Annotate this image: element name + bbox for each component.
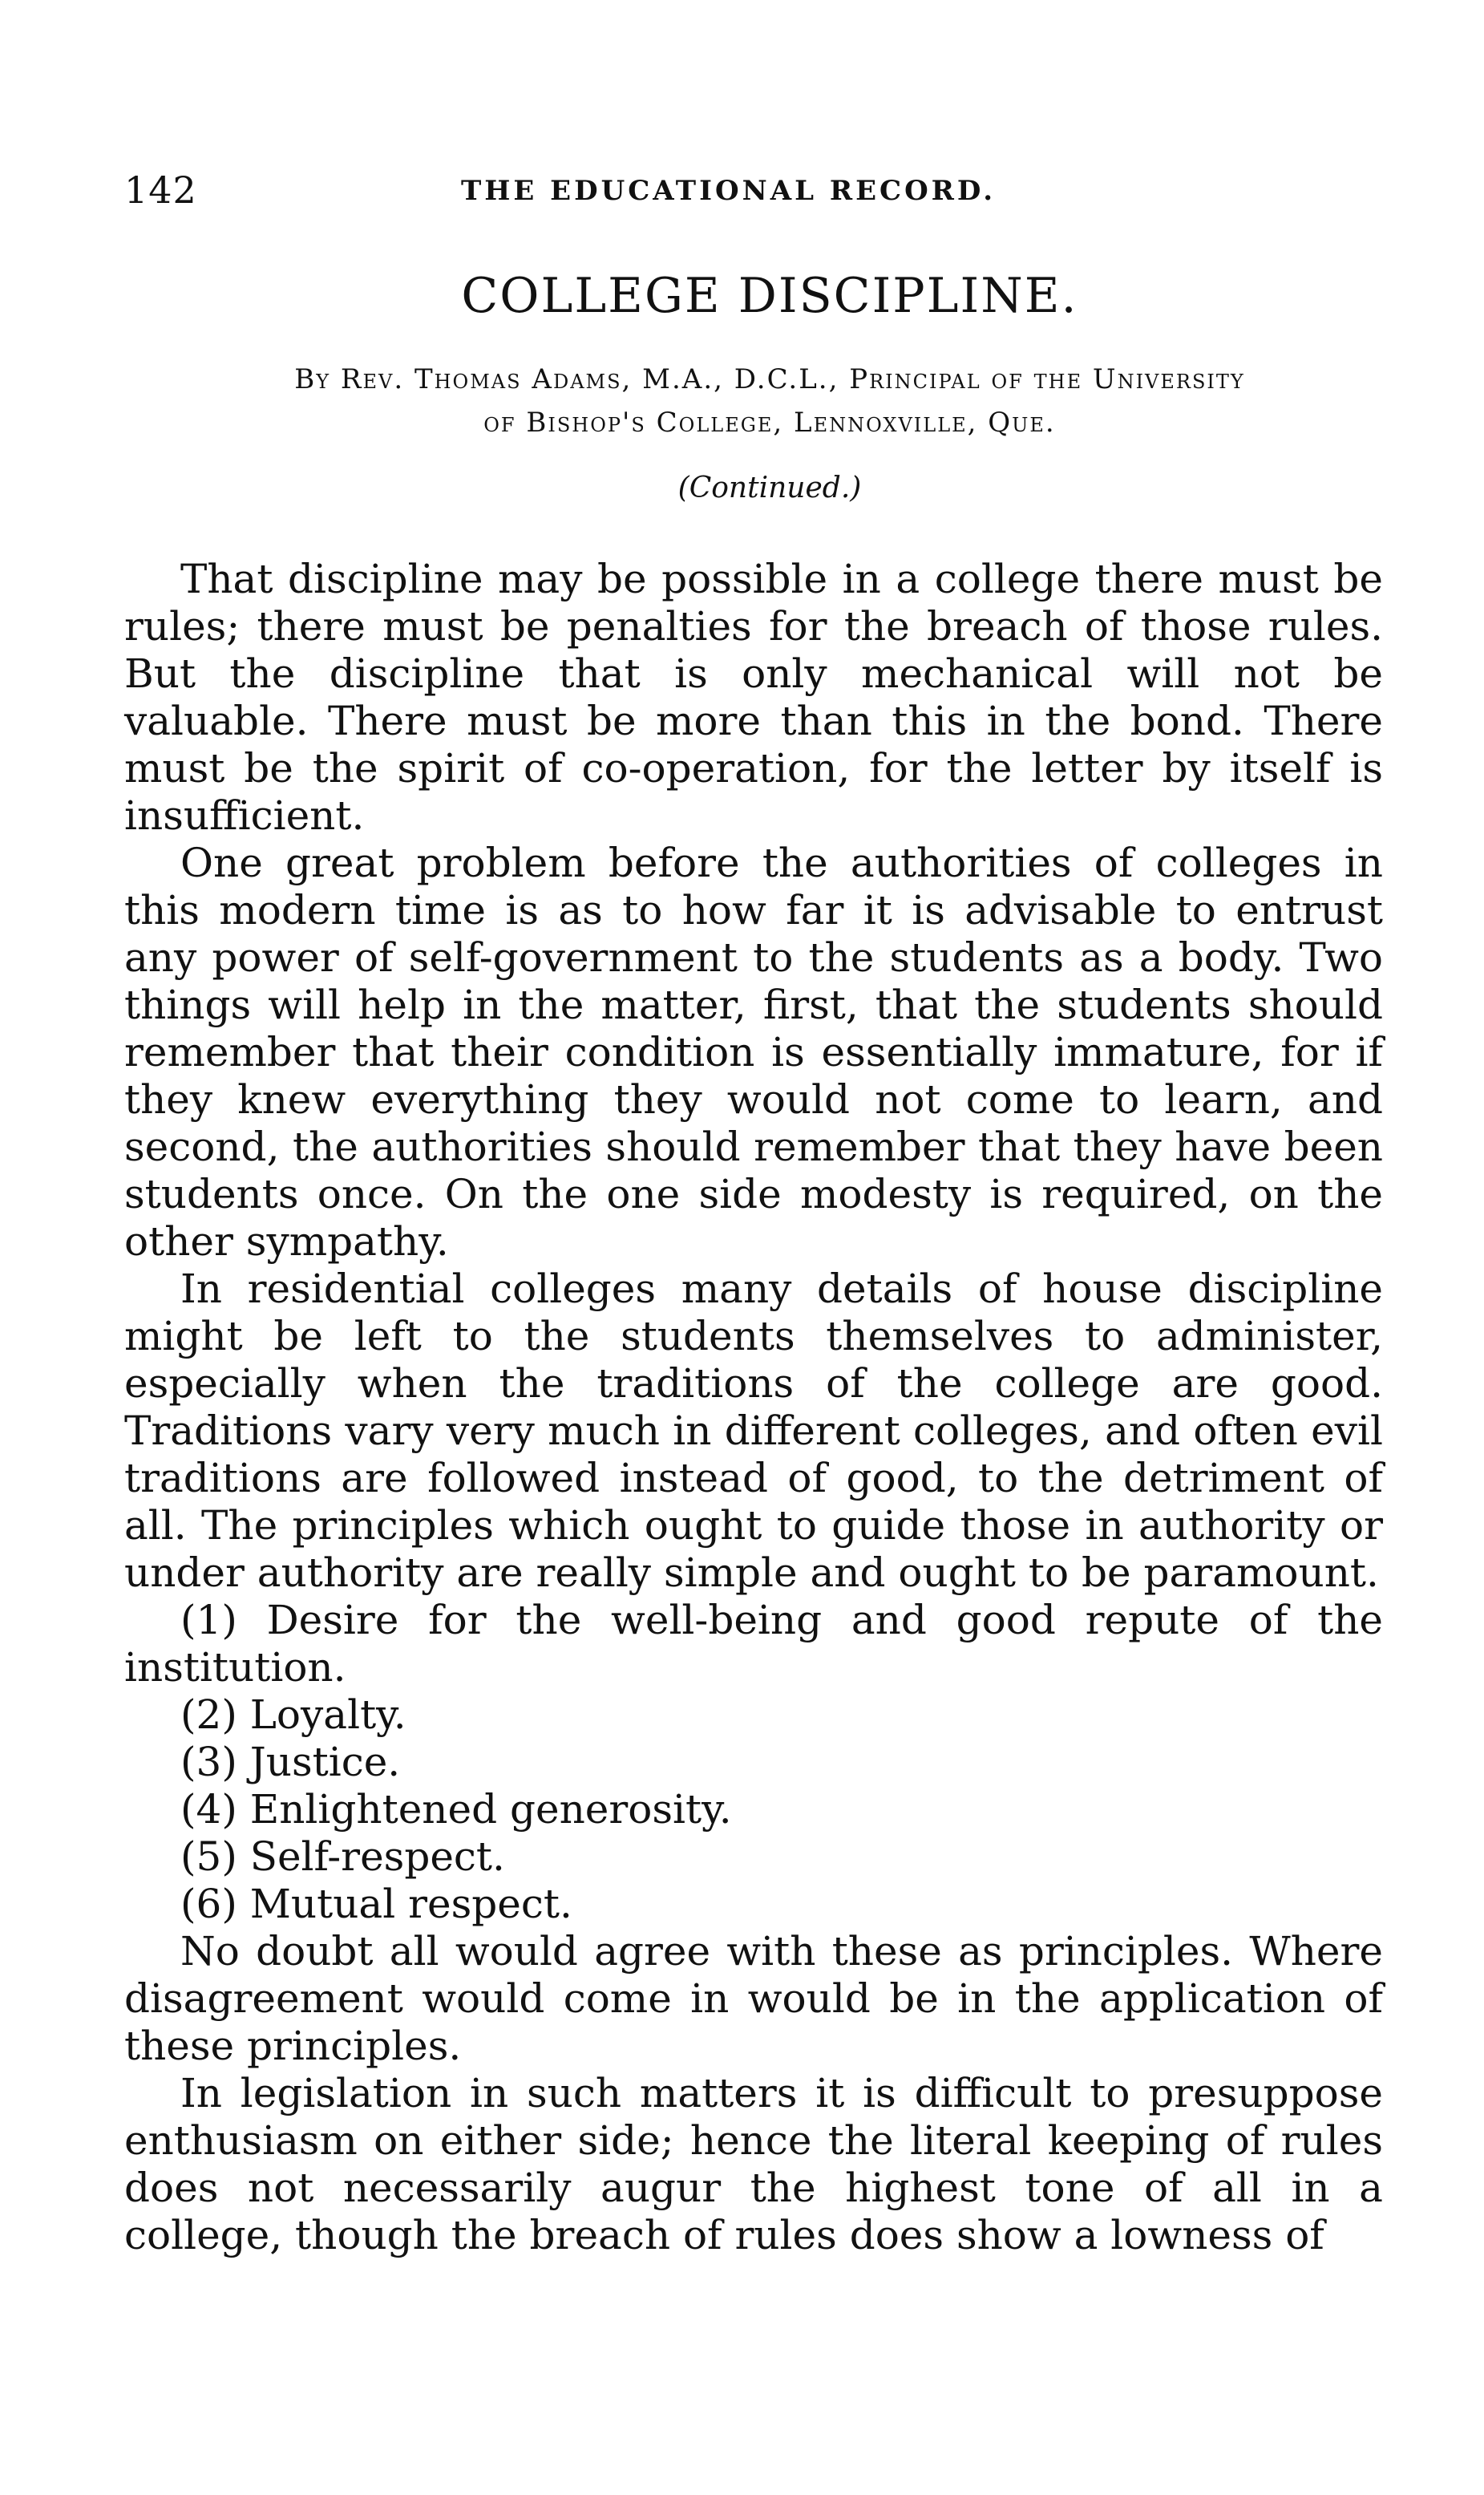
principle-item: (5) Self-respect. (180, 1833, 505, 1880)
principles-list (124, 1597, 1383, 1928)
paragraph: That discipline may be possible in a college there must be rules; there must be penalties for the breach of those rules. But the discipline that is only mechanical will not be valuable. There must be more than this in the bond. There must be the spirit of co-operation, for the letter by itself is insufficient. (124, 556, 1383, 839)
byline (124, 358, 1383, 444)
running-head (124, 168, 1383, 225)
byline-line-1: By Rev. Thomas Adams, M.A., D.C.L., Principal of the University (294, 363, 1245, 395)
principle-item: (1) Desire for the well-being and good repute of the institution. (124, 1597, 1383, 1691)
document-page (124, 168, 1383, 2259)
journal-title: THE EDUCATIONAL RECORD. (461, 175, 997, 207)
page-number: 142 (124, 168, 197, 212)
article-title: COLLEGE DISCIPLINE. (461, 268, 1078, 324)
paragraph: In legislation in such matters it is difficult to presuppose enthusiasm on either side; hence the literal keeping of rules does not necessarily augur the highest tone of all in a college, though the breach of rules does show a lowness of (124, 2070, 1383, 2258)
continued-note: (Continued.) (677, 472, 862, 504)
paragraph: In residential colleges many details of house discipline might be left to the students themselves to administer, especially when the traditions of the college are good. Traditions vary very much in different colleges, and often evil traditions are followed instead of good, to the detriment of all. The principles which ought to guide those in authority or under authority are really simple and ought to be paramount. (124, 1266, 1383, 1596)
article-body (124, 556, 1383, 2259)
principle-item: (6) Mutual respect. (180, 1881, 572, 1927)
principle-item: (4) Enlightened generosity. (180, 1786, 732, 1833)
principle-item: (2) Loyalty. (180, 1691, 406, 1738)
paragraph: No doubt all would agree with these as principles. Where disagreement would come in would be in the application of these principles. (124, 1928, 1383, 2069)
paragraph: One great problem before the authorities of colleges in this modern time is as to how far it is advisable to entrust any power of self-government to the students as a body. Two things will help in the matter, first, that the students should remember that their condition is essentially immature, for if they knew everything they would not come to learn, and second, the authorities should remember that they have been students once. On the one side modesty is required, on the other sympathy. (124, 840, 1383, 1265)
byline-line-2: of Bishop's College, Lennoxville, Que. (483, 407, 1056, 439)
principle-item: (3) Justice. (180, 1739, 401, 1785)
